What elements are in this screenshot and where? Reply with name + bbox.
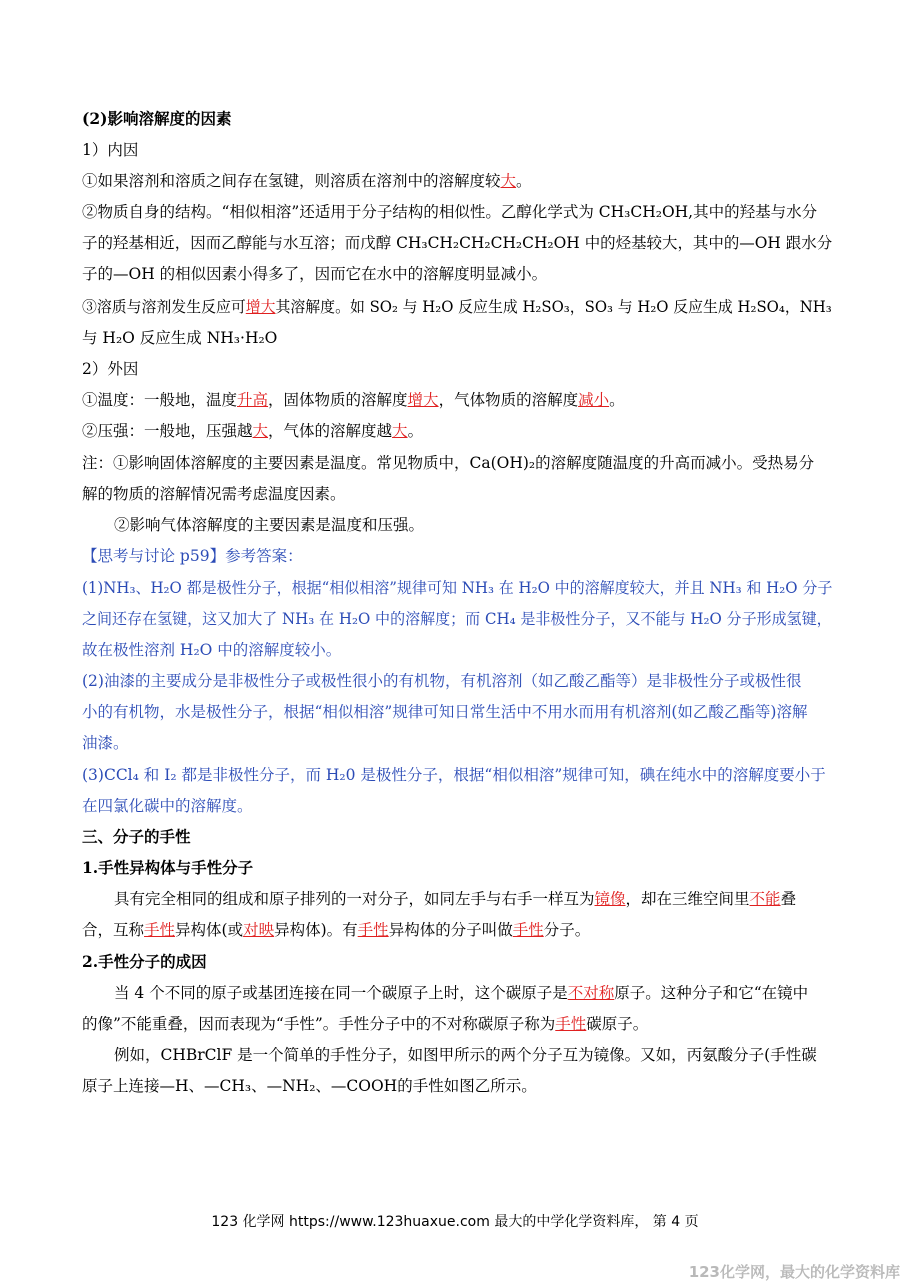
paragraph-chiral-isomer: 具有完全相同的组成和原子排列的一对分子，如同左手与右手一样互为镜像，却在三维空间里不能叠 (114, 890, 797, 908)
note-line: ②影响气体溶解度的主要因素是温度和压强。 (114, 516, 425, 534)
answer-1-line: 故在极性溶剂 H₂O 中的溶解度较小。 (82, 641, 342, 659)
subsection-title: 2.手性分子的成因 (82, 952, 207, 971)
answer-3-line: (3)CCl₄ 和 I₂ 都是非极性分子，而 H₂0 是极性分子，根据“相似相溶”规律可知，碘在纯水中的溶解度要小于 (82, 766, 826, 784)
paragraph-example: 例如，CHBrClF 是一个简单的手性分子，如图甲所示的两个分子互为镜像。又如，丙氨酸分子(手性碳 (114, 1046, 817, 1064)
answer-fill: 不对称 (567, 984, 615, 1002)
section-heading: (2)影响溶解度的因素 (82, 109, 232, 128)
subheading-external: 2）外因 (82, 360, 139, 378)
answer-fill: 大 (252, 422, 269, 440)
answer-fill: 不能 (749, 890, 781, 908)
answer-fill: 手性 (357, 921, 389, 939)
paragraph-chiral-cause: 当 4 个不同的原子或基团连接在同一个碳原子上时，这个碳原子是不对称原子。这种分子和它“在镜中 (114, 984, 809, 1002)
answer-fill: 手性 (144, 921, 176, 939)
answer-2-line: 油漆。 (82, 734, 129, 752)
answer-2-line: 小的有机物，水是极性分子，根据“相似相溶”规律可知日常生活中不用水而用有机溶剂(如乙酸乙酯等)溶解 (82, 703, 808, 721)
answer-fill: 减小 (578, 391, 610, 409)
paragraph-chiral-cause-line: 的像”不能重叠，因而表现为“手性”。手性分子中的不对称碳原子称为手性碳原子。 (82, 1015, 649, 1033)
paragraph-pressure: ②压强：一般地，压强越大，气体的溶解度越大。 (82, 422, 424, 440)
answer-fill: 增大 (245, 298, 276, 316)
answer-1-line: (1)NH₃、H₂O 都是极性分子，根据“相似相溶”规律可知 NH₃ 在 H₂O 中的溶解度较大，并且 NH₃ 和 H₂O 分子 (82, 579, 833, 597)
watermark: 123化学网，最大的化学资料库 (688, 1263, 900, 1281)
answer-3-line: 在四氯化碳中的溶解度。 (82, 797, 253, 815)
paragraph-example-line: 原子上连接—H、—CH₃、—NH₂、—COOH的手性如图乙所示。 (82, 1077, 537, 1095)
paragraph-reaction: ③溶质与溶剂发生反应可增大其溶解度。如 SO₂ 与 H₂O 反应生成 H₂SO₃，SO₃ 与 H₂O 反应生成 H₂SO₄，NH₃ (82, 298, 832, 316)
answer-fill: 大 (500, 172, 517, 190)
answer-fill: 手性 (512, 921, 544, 939)
subheading-internal: 1）内因 (82, 141, 139, 159)
paragraph-temperature: ①温度：一般地，温度升高，固体物质的溶解度增大，气体物质的溶解度减小。 (82, 391, 625, 409)
answer-fill: 对映 (243, 921, 275, 939)
page-footer: 123 化学网 https://www.123huaxue.com 最大的中学化学资料库， 第 4 页 (211, 1214, 699, 1230)
note-line: 注：①影响固体溶解度的主要因素是温度。常见物质中，Ca(OH)₂的溶解度随温度的升高而减小。受热易分 (82, 454, 815, 472)
paragraph-structure-line: 子的羟基相近，因而乙醇能与水互溶；而戊醇 CH₃CH₂CH₂CH₂CH₂OH 中的烃基较大，其中的—OH 跟水分 (82, 234, 833, 252)
subsection-title: 1.手性异构体与手性分子 (82, 858, 254, 877)
answer-fill: 手性 (555, 1015, 587, 1033)
paragraph-chiral-isomer-line: 合，互称手性异构体(或对映异构体)。有手性异构体的分子叫做手性分子。 (82, 921, 591, 939)
answer-2-line: (2)油漆的主要成分是非极性分子或极性很小的有机物，有机溶剂（如乙酸乙酯等）是非极性分子或极性很 (82, 672, 802, 690)
discussion-title: 【思考与讨论 p59】参考答案： (82, 547, 303, 565)
paragraph-reaction-line: 与 H₂O 反应生成 NH₃·H₂O (82, 329, 278, 347)
paragraph-structure-line: 子的—OH 的相似因素小得多了，因而它在水中的溶解度明显减小。 (82, 265, 548, 283)
answer-fill: 镜像 (594, 890, 626, 908)
section-title-chirality: 三、分子的手性 (82, 827, 191, 846)
answer-fill: 大 (392, 422, 408, 440)
paragraph-hydrogen-bond: ①如果溶剂和溶质之间存在氢键，则溶质在溶剂中的溶解度较大。 (82, 172, 532, 190)
answer-1-line: 之间还存在氢键，这又加大了 NH₃ 在 H₂O 中的溶解度；而 CH₄ 是非极性分子，又不能与 H₂O 分子形成氢键， (82, 610, 832, 628)
note-line: 解的物质的溶解情况需考虑温度因素。 (82, 485, 346, 503)
answer-fill: 升高 (237, 391, 269, 409)
answer-fill: 增大 (407, 391, 439, 409)
paragraph-structure-line: ②物质自身的结构。“相似相溶”还适用于分子结构的相似性。乙醇化学式为 CH₃CH₂OH,其中的羟基与水分 (82, 203, 818, 221)
